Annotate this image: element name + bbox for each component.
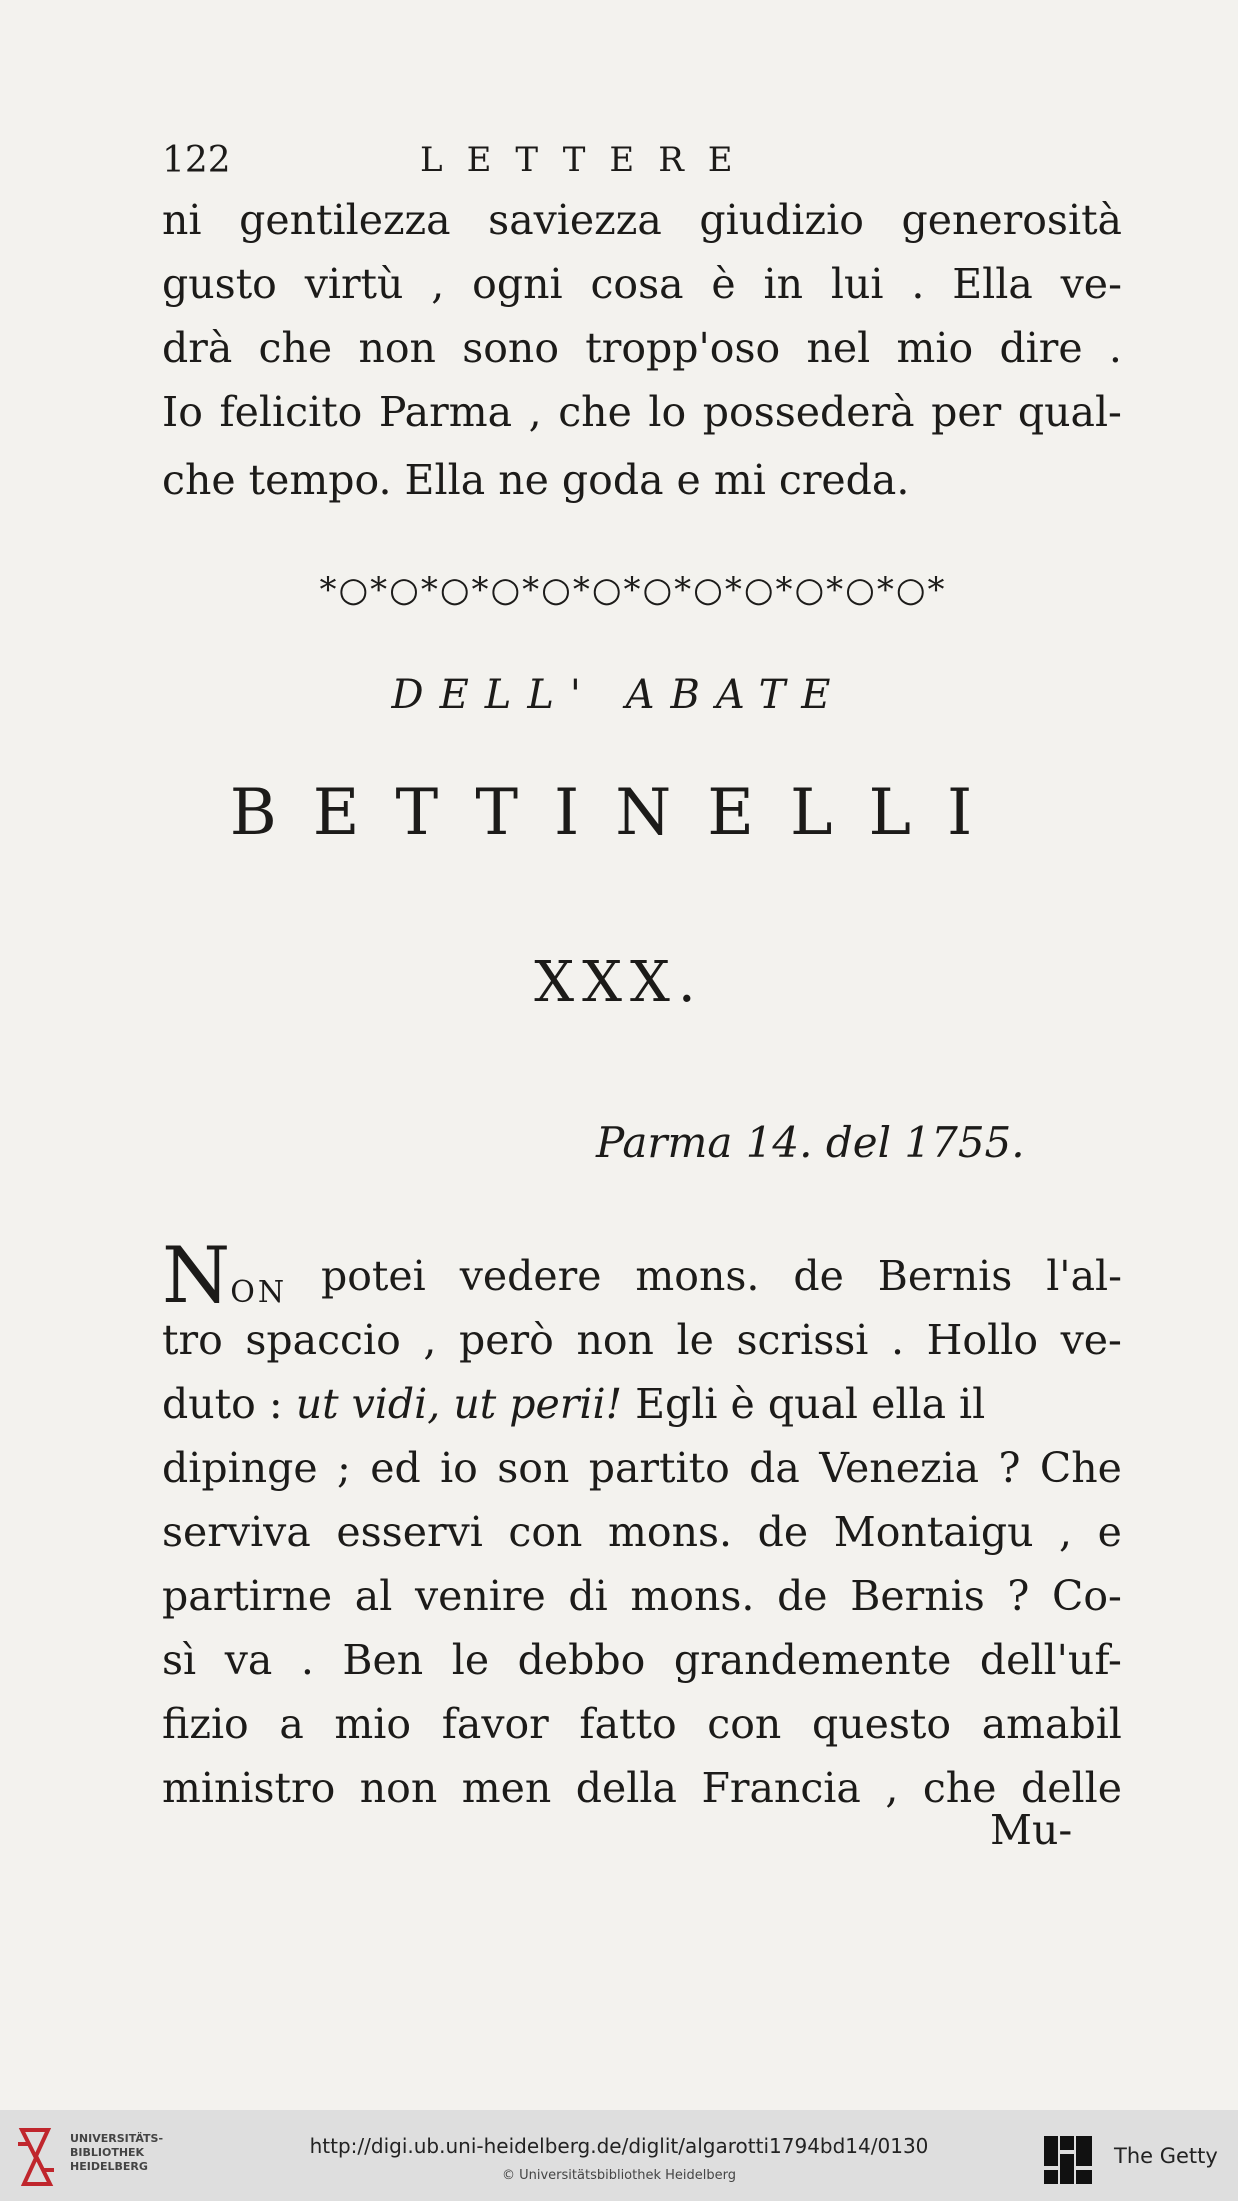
word: a (279, 1700, 304, 1748)
word: mons. (608, 1508, 733, 1556)
word: , (528, 388, 542, 436)
word: però (459, 1316, 554, 1364)
letter-number: XXX. (534, 950, 704, 1015)
opening-line (162, 254, 1122, 314)
letter-heading-name: BETTINELLI (229, 776, 1009, 850)
catchword: Mu- (990, 1806, 1073, 1854)
getty-name: The Getty (1114, 2144, 1218, 2168)
opening-line (162, 318, 1122, 378)
word: son (497, 1444, 570, 1492)
word: ogni (472, 260, 563, 308)
word: di (568, 1572, 608, 1620)
word: per (931, 388, 1002, 436)
latin-quote: ut vidi, ut perii! (295, 1380, 623, 1428)
word: mio (896, 324, 974, 372)
word: partirne (162, 1572, 333, 1620)
word: ve- (1060, 260, 1122, 308)
word: amabil (981, 1700, 1122, 1748)
ornament-divider: *○*○*○*○*○*○*○*○*○*○*○*○* (319, 570, 947, 610)
word: è (711, 260, 736, 308)
opening-line (162, 190, 1122, 250)
word: mons. (635, 1252, 760, 1300)
copyright-notice: © Universitätsbibliothek Heidelberg (501, 2168, 736, 2183)
word: ? (998, 1444, 1021, 1492)
word: ministro (162, 1764, 336, 1812)
running-title: LETTERE (420, 140, 757, 180)
word: delle (1020, 1764, 1122, 1812)
word: qual- (1017, 388, 1122, 436)
page-number: 122 (162, 140, 231, 181)
word: fatto (579, 1700, 677, 1748)
word: Bernis (850, 1572, 985, 1620)
word: grandemente (673, 1636, 952, 1684)
word: duto : (162, 1380, 283, 1428)
word: scrissi (736, 1316, 869, 1364)
word: Ella (952, 260, 1033, 308)
letter-line (162, 1630, 1122, 1690)
word: dire (999, 324, 1083, 372)
word: che (922, 1764, 997, 1812)
word: tro (162, 1316, 223, 1364)
word: . (891, 1316, 905, 1364)
word: vedere (459, 1252, 602, 1300)
word: potei (321, 1252, 426, 1300)
word: questo (811, 1700, 952, 1748)
letter-line (162, 1566, 1122, 1626)
word: le (676, 1316, 714, 1364)
word: con (707, 1700, 782, 1748)
word: io (440, 1444, 478, 1492)
letter-line (162, 1694, 1122, 1754)
letter-heading-abate: DELL' ABATE (391, 672, 847, 718)
word: Che (1039, 1444, 1122, 1492)
word: de (757, 1508, 809, 1556)
word: Hollo (926, 1316, 1039, 1364)
letter-line (162, 1438, 1122, 1498)
dropcap: N (162, 1231, 231, 1321)
word: spaccio (245, 1316, 401, 1364)
word: Egli è qual ella il (635, 1380, 986, 1428)
word: lo (648, 388, 687, 436)
word: che (258, 324, 333, 372)
word: Francia (701, 1764, 861, 1812)
word: saviezza (488, 196, 662, 244)
word: non (359, 1764, 438, 1812)
word: serviva (162, 1508, 311, 1556)
letter-line (162, 1758, 1122, 1818)
word: mons. (630, 1572, 755, 1620)
word: ? (1007, 1572, 1030, 1620)
word: fizio (162, 1700, 249, 1748)
word: sono (462, 324, 560, 372)
getty-logo-icon (1042, 2132, 1094, 2188)
word: e (1097, 1508, 1122, 1556)
opening-last-line: che tempo. Ella ne goda e mi creda. (162, 456, 910, 504)
word: debbo (517, 1636, 646, 1684)
word: va (224, 1636, 273, 1684)
word: dipinge (162, 1444, 318, 1492)
word: de (777, 1572, 828, 1620)
word: cosa (590, 260, 684, 308)
word: l'al- (1046, 1252, 1122, 1300)
word: Io (162, 388, 203, 436)
word: sì (162, 1636, 197, 1684)
word: Co- (1052, 1572, 1122, 1620)
permalink-url[interactable]: http://digi.ub.uni-heidelberg.de/diglit/algarotti1794bd14/0130 (309, 2134, 929, 2158)
library-name: UNIVERSITÄTS- BIBLIOTHEK HEIDELBERG (70, 2132, 164, 2173)
opening-line (162, 382, 1122, 442)
word: gentilezza (239, 196, 451, 244)
letter-line-2 (162, 1310, 1122, 1370)
word: con (508, 1508, 583, 1556)
word: Parma (378, 388, 513, 436)
word: ni (162, 196, 202, 244)
word: Venezia (819, 1444, 980, 1492)
word: . (911, 260, 925, 308)
word: favor (441, 1700, 549, 1748)
word: . (1108, 324, 1122, 372)
word: lui (830, 260, 884, 308)
word: tropp'oso (585, 324, 781, 372)
word: drà (162, 324, 233, 372)
word: Montaigu (833, 1508, 1034, 1556)
word: , (1059, 1508, 1073, 1556)
smallcaps: ON (230, 1275, 288, 1310)
word: mio (334, 1700, 412, 1748)
word: che (558, 388, 632, 436)
word: ve- (1060, 1316, 1122, 1364)
dateline: Parma 14. del 1755. (596, 1118, 1025, 1167)
word: da (749, 1444, 800, 1492)
viewer-footer (0, 2110, 1238, 2201)
word: virtù (304, 260, 404, 308)
word: non (358, 324, 436, 372)
word: Bernis (877, 1252, 1013, 1300)
word: venire (414, 1572, 546, 1620)
word: al (354, 1572, 393, 1620)
word: felicito (219, 388, 363, 436)
word: dell'uf- (979, 1636, 1122, 1684)
word: generosità (901, 196, 1122, 244)
word: possederà (702, 388, 915, 436)
word: ; (337, 1444, 351, 1492)
word: giudizio (699, 196, 864, 244)
word: partito (588, 1444, 730, 1492)
word: men (461, 1764, 552, 1812)
word: non (576, 1316, 654, 1364)
word: ed (370, 1444, 421, 1492)
word: Ben (342, 1636, 424, 1684)
letter-line-3 (162, 1374, 1122, 1434)
word: in (763, 260, 804, 308)
word: , (423, 1316, 437, 1364)
word: le (451, 1636, 490, 1684)
running-head (162, 140, 1122, 190)
word: . (300, 1636, 314, 1684)
word: della (575, 1764, 677, 1812)
word: , (431, 260, 445, 308)
word: de (793, 1252, 844, 1300)
word: esservi (336, 1508, 483, 1556)
letter-line (162, 1502, 1122, 1562)
word: gusto (162, 260, 277, 308)
word: nel (806, 324, 871, 372)
word: , (885, 1764, 899, 1812)
